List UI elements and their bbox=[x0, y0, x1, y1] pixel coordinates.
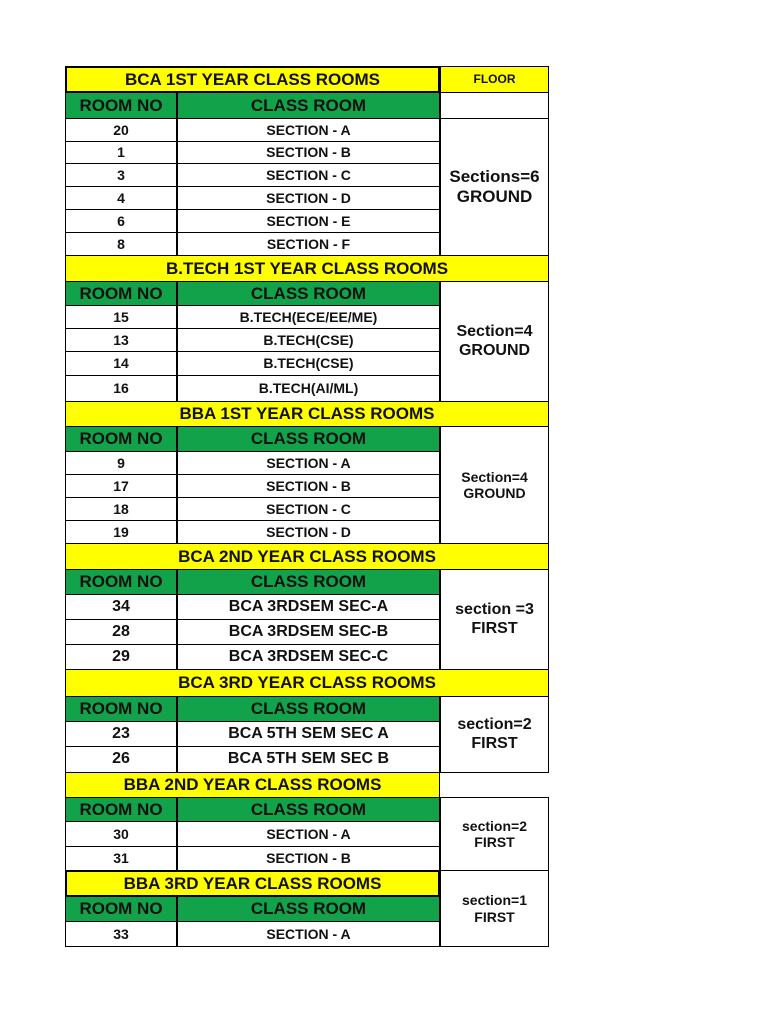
room-number: 26 bbox=[65, 746, 177, 773]
class-room-header: CLASS ROOM bbox=[177, 569, 440, 595]
room-no-header: ROOM NO bbox=[65, 426, 177, 452]
class-room-name: SECTION - D bbox=[177, 520, 440, 544]
class-room-name: SECTION - C bbox=[177, 163, 440, 187]
room-number: 18 bbox=[65, 497, 177, 521]
class-room-name: B.TECH(AI/ML) bbox=[177, 375, 440, 402]
class-room-name: SECTION - C bbox=[177, 497, 440, 521]
class-room-header: CLASS ROOM bbox=[177, 896, 440, 922]
room-number: 1 bbox=[65, 141, 177, 164]
class-room-name: B.TECH(CSE) bbox=[177, 328, 440, 352]
room-number: 20 bbox=[65, 118, 177, 142]
room-number: 3 bbox=[65, 163, 177, 187]
floor-info: section =3 FIRST bbox=[440, 569, 549, 670]
room-number: 13 bbox=[65, 328, 177, 352]
class-room-header: CLASS ROOM bbox=[177, 281, 440, 306]
class-room-header: CLASS ROOM bbox=[177, 92, 440, 119]
class-room-name: B.TECH(ECE/EE/ME) bbox=[177, 305, 440, 329]
class-room-name: SECTION - A bbox=[177, 921, 440, 947]
section-title: BBA 1ST YEAR CLASS ROOMS bbox=[65, 401, 549, 427]
room-number: 9 bbox=[65, 451, 177, 475]
class-room-name: BCA 5TH SEM SEC B bbox=[177, 746, 440, 773]
class-room-name: SECTION - A bbox=[177, 821, 440, 847]
class-room-header: CLASS ROOM bbox=[177, 797, 440, 822]
room-number: 4 bbox=[65, 186, 177, 210]
section-title: BBA 2ND YEAR CLASS ROOMS bbox=[65, 772, 440, 798]
section-title: BCA 3RD YEAR CLASS ROOMS bbox=[65, 669, 549, 697]
room-number: 16 bbox=[65, 375, 177, 402]
floor-info: Section=4 GROUND bbox=[440, 281, 549, 402]
class-room-header: CLASS ROOM bbox=[177, 426, 440, 452]
room-number: 23 bbox=[65, 721, 177, 747]
room-number: 15 bbox=[65, 305, 177, 329]
class-room-name: BCA 5TH SEM SEC A bbox=[177, 721, 440, 747]
room-number: 30 bbox=[65, 821, 177, 847]
class-room-name: B.TECH(CSE) bbox=[177, 351, 440, 376]
section-title: B.TECH 1ST YEAR CLASS ROOMS bbox=[65, 255, 549, 282]
class-room-name: SECTION - B bbox=[177, 141, 440, 164]
floor-header: FLOOR bbox=[440, 66, 549, 93]
class-room-name: SECTION - F bbox=[177, 232, 440, 256]
floor-info: section=1 FIRST bbox=[440, 870, 549, 947]
section-title: BCA 2ND YEAR CLASS ROOMS bbox=[65, 543, 549, 570]
class-room-name: SECTION - E bbox=[177, 209, 440, 233]
class-room-name: BCA 3RDSEM SEC-B bbox=[177, 619, 440, 645]
section-title: BBA 3RD YEAR CLASS ROOMS bbox=[65, 870, 440, 897]
room-number: 29 bbox=[65, 644, 177, 670]
room-no-header: ROOM NO bbox=[65, 569, 177, 595]
room-number: 31 bbox=[65, 846, 177, 871]
room-number: 14 bbox=[65, 351, 177, 376]
floor-info: Sections=6 GROUND bbox=[440, 118, 549, 256]
floor-info: Section=4 GROUND bbox=[440, 426, 549, 544]
class-room-name: BCA 3RDSEM SEC-A bbox=[177, 594, 440, 620]
class-room-header: CLASS ROOM bbox=[177, 696, 440, 722]
class-room-name: SECTION - B bbox=[177, 846, 440, 871]
room-no-header: ROOM NO bbox=[65, 92, 177, 119]
room-no-header: ROOM NO bbox=[65, 696, 177, 722]
floor-info: section=2 FIRST bbox=[440, 696, 549, 773]
room-no-header: ROOM NO bbox=[65, 896, 177, 922]
room-number: 28 bbox=[65, 619, 177, 645]
room-number: 6 bbox=[65, 209, 177, 233]
room-number: 8 bbox=[65, 232, 177, 256]
section-title: BCA 1ST YEAR CLASS ROOMS bbox=[65, 66, 440, 93]
room-number: 34 bbox=[65, 594, 177, 620]
class-room-name: SECTION - A bbox=[177, 118, 440, 142]
floor-header-blank bbox=[440, 92, 549, 119]
room-number: 19 bbox=[65, 520, 177, 544]
room-no-header: ROOM NO bbox=[65, 281, 177, 306]
class-room-name: SECTION - A bbox=[177, 451, 440, 475]
room-number: 17 bbox=[65, 474, 177, 498]
class-room-name: SECTION - B bbox=[177, 474, 440, 498]
class-room-name: BCA 3RDSEM SEC-C bbox=[177, 644, 440, 670]
room-number: 33 bbox=[65, 921, 177, 947]
floor-info: section=2 FIRST bbox=[440, 797, 549, 871]
class-room-name: SECTION - D bbox=[177, 186, 440, 210]
room-no-header: ROOM NO bbox=[65, 797, 177, 822]
